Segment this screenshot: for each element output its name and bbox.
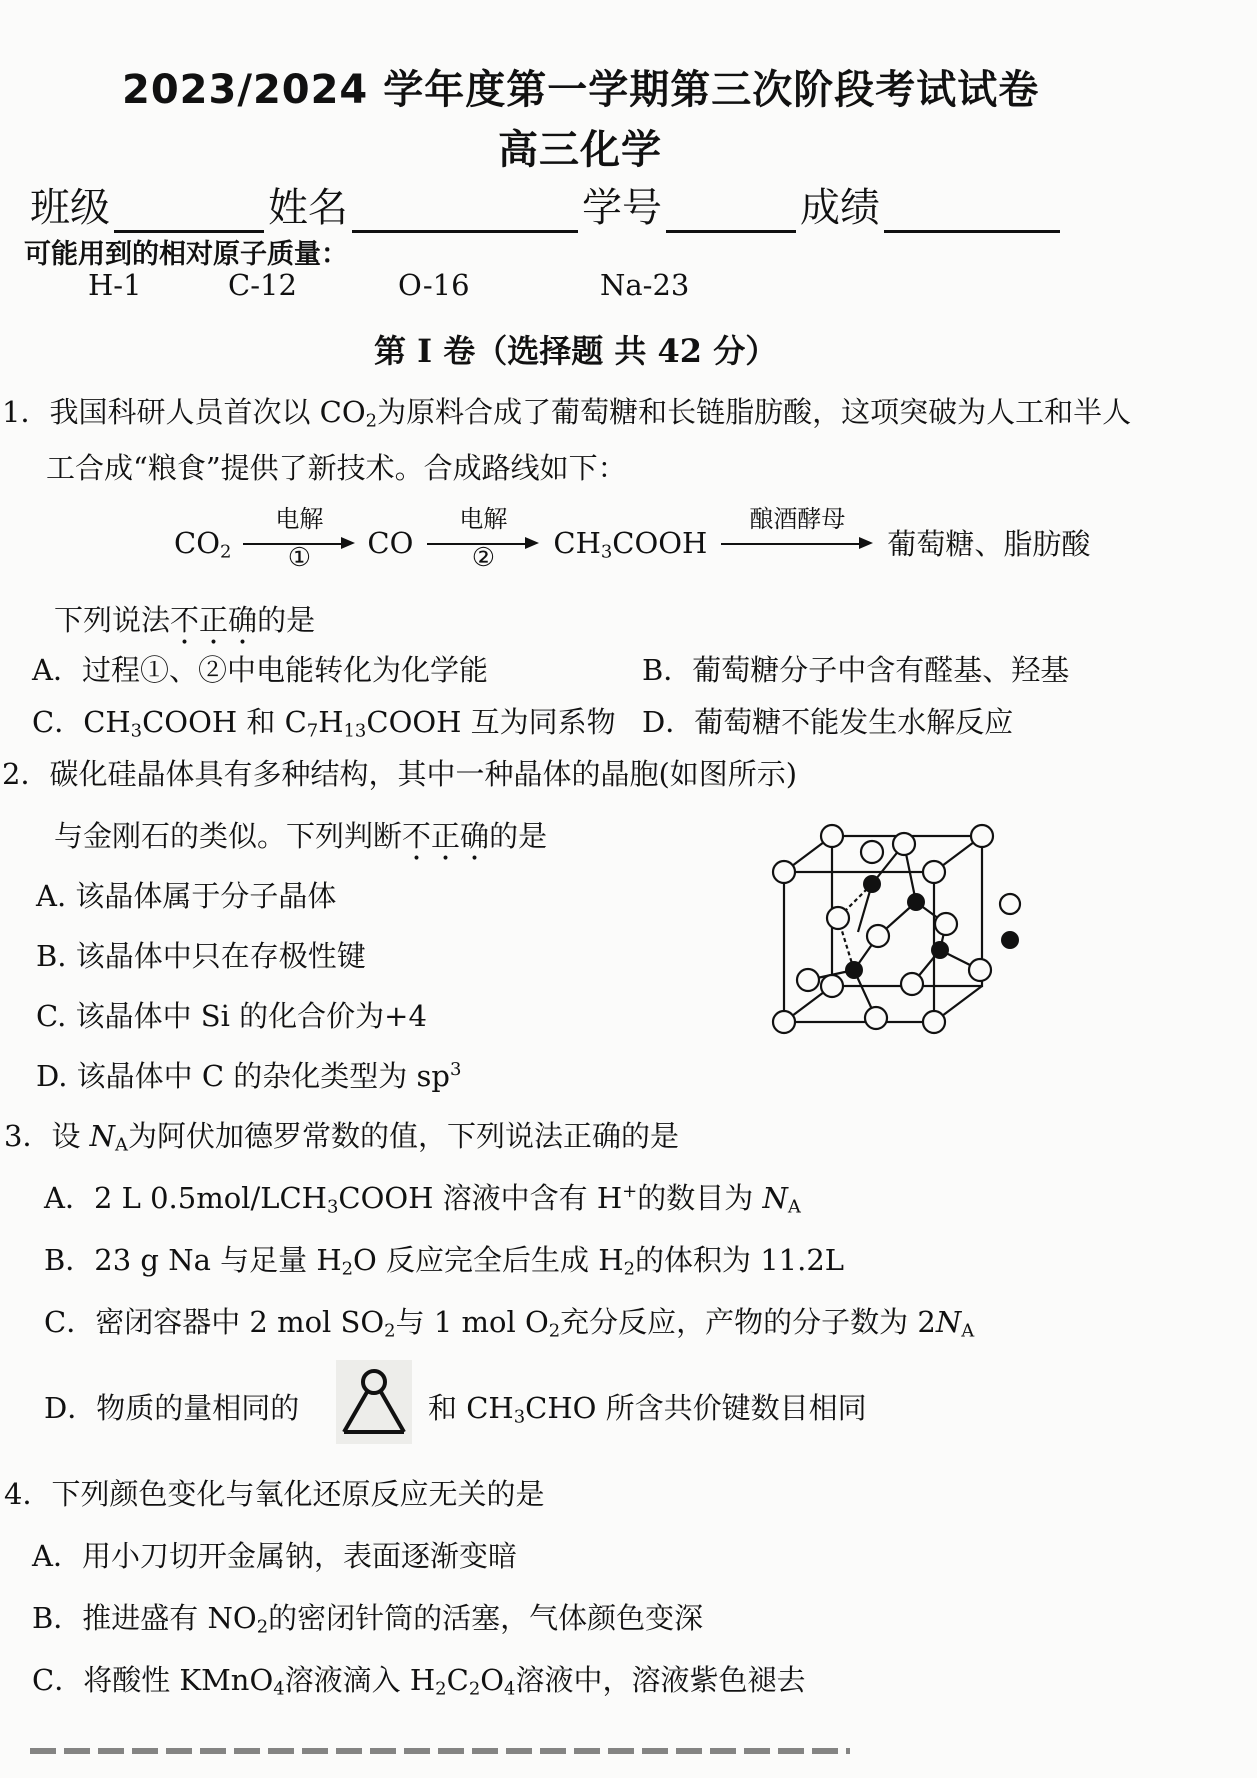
q1-option-c[interactable]: C．$CH_3COOH$ 和 $C_7H_{13}COOH$ 互为同系物 [32, 705, 616, 742]
subject-title: 高三化学 [498, 127, 662, 173]
q4-number: 4． [4, 1477, 52, 1511]
student-info-row [30, 176, 1064, 233]
route-acetic-acid: $CH_3COOH$ [553, 525, 708, 562]
q3-option-d-tail: 和 $CH_3CHO$ 所含共价键数目相同 [428, 1391, 867, 1428]
q2-option-c[interactable]: C. 该晶体中 Si 的化合价为+4 [36, 999, 427, 1033]
q2-option-a[interactable]: A. 该晶体属于分子晶体 [36, 879, 337, 913]
score-field[interactable] [884, 196, 1060, 233]
id-field[interactable] [666, 196, 796, 233]
q2-option-b[interactable]: B. 该晶体中只在存极性键 [36, 939, 366, 973]
route-co2: $CO_2$ [174, 525, 232, 562]
id-label: 学号 [582, 185, 662, 231]
route-products: 葡萄糖、脂肪酸 [887, 527, 1091, 561]
q1-option-d[interactable]: D．葡萄糖不能发生水解反应 [642, 705, 1014, 739]
q4-option-c[interactable]: C．将酸性 KMnO$_4$溶液滴入 $H_2C_2O_4$溶液中，溶液紫色褪去 [32, 1663, 806, 1700]
q4-option-b[interactable]: B．推进盛有 $NO_2$的密闭针筒的活塞，气体颜色变深 [32, 1601, 704, 1638]
class-label: 班级 [30, 185, 110, 231]
q2-stem-line2: 与金刚石的类似。下列判断不正确的是 [54, 819, 548, 853]
q3-option-c[interactable]: C．密闭容器中 2 mol $SO_2$与 1 mol $O_2$充分反应，产物的分子数为 $2N_A$ [44, 1305, 975, 1342]
mass-h: H-1 [88, 268, 142, 302]
q3-option-d[interactable]: D．物质的量相同的 [44, 1391, 300, 1425]
q2-option-d[interactable]: D. 该晶体中 C 的杂化类型为 $sp^3$ [36, 1059, 462, 1093]
q1-option-b[interactable]: B．葡萄糖分子中含有醛基、羟基 [642, 653, 1070, 687]
route-arrow-1: 电解 ① [243, 533, 355, 553]
ethylene-oxide-structure-icon [334, 1358, 414, 1446]
route-arrow-2: 电解 ② [427, 533, 539, 553]
route-arrow-3: 酿酒酵母 [721, 533, 873, 553]
q4-option-a[interactable]: A．用小刀切开金属钠，表面逐渐变暗 [32, 1539, 517, 1573]
q3-option-a[interactable]: A．2 L $0.5mol/LCH_3COOH$ 溶液中含有 H+的数目为 $N_A$ [44, 1181, 801, 1218]
name-field[interactable] [352, 196, 578, 233]
score-label: 成绩 [800, 185, 880, 231]
mass-c: C-12 [228, 268, 297, 302]
mass-na: Na-23 [600, 268, 690, 302]
section-title: 第 I 卷（选择题 共 42 分） [374, 332, 778, 370]
q2-number: 2． [2, 757, 50, 791]
name-label: 姓名 [268, 185, 348, 231]
mass-o: O-16 [398, 268, 470, 302]
q1-option-a[interactable]: A．过程①、②中电能转化为化学能 [32, 653, 488, 687]
exam-title: 2023/2024 学年度第一学期第三次阶段考试试卷 [122, 67, 1040, 113]
q3-option-b[interactable]: B．23 g Na 与足量 $H_2O$ 反应完全后生成 $H_2$的体积为 11.2L [44, 1243, 845, 1280]
sic-crystal-cell-figure [762, 820, 1022, 1050]
atomic-masses-label: 可能用到的相对原子质量： [24, 239, 348, 270]
q1-synthesis-route [174, 504, 1091, 573]
q1-stem-line1: 1．我国科研人员首次以 $CO_2$为原料合成了葡萄糖和长链脂肪酸，这项突破为人工和半人 [2, 395, 1132, 432]
q1-stem-line2: 工合成“粮食”提供了新技术。合成路线如下： [46, 451, 627, 485]
q2-stem-line1: 2．碳化硅晶体具有多种结构，其中一种晶体的晶胞(如图所示) [2, 757, 798, 791]
q4-stem: 4．下列颜色变化与氧化还原反应无关的是 [4, 1477, 545, 1511]
q3-stem: 3．设 $N_A$为阿伏加德罗常数的值，下列说法正确的是 [4, 1119, 680, 1156]
q3-number: 3． [4, 1119, 52, 1153]
q1-question: 下列说法不正确的是 [54, 603, 316, 637]
route-co: CO [367, 525, 414, 560]
cropped-next-line [30, 1748, 850, 1754]
class-field[interactable] [114, 196, 264, 233]
q1-number: 1． [2, 395, 50, 429]
